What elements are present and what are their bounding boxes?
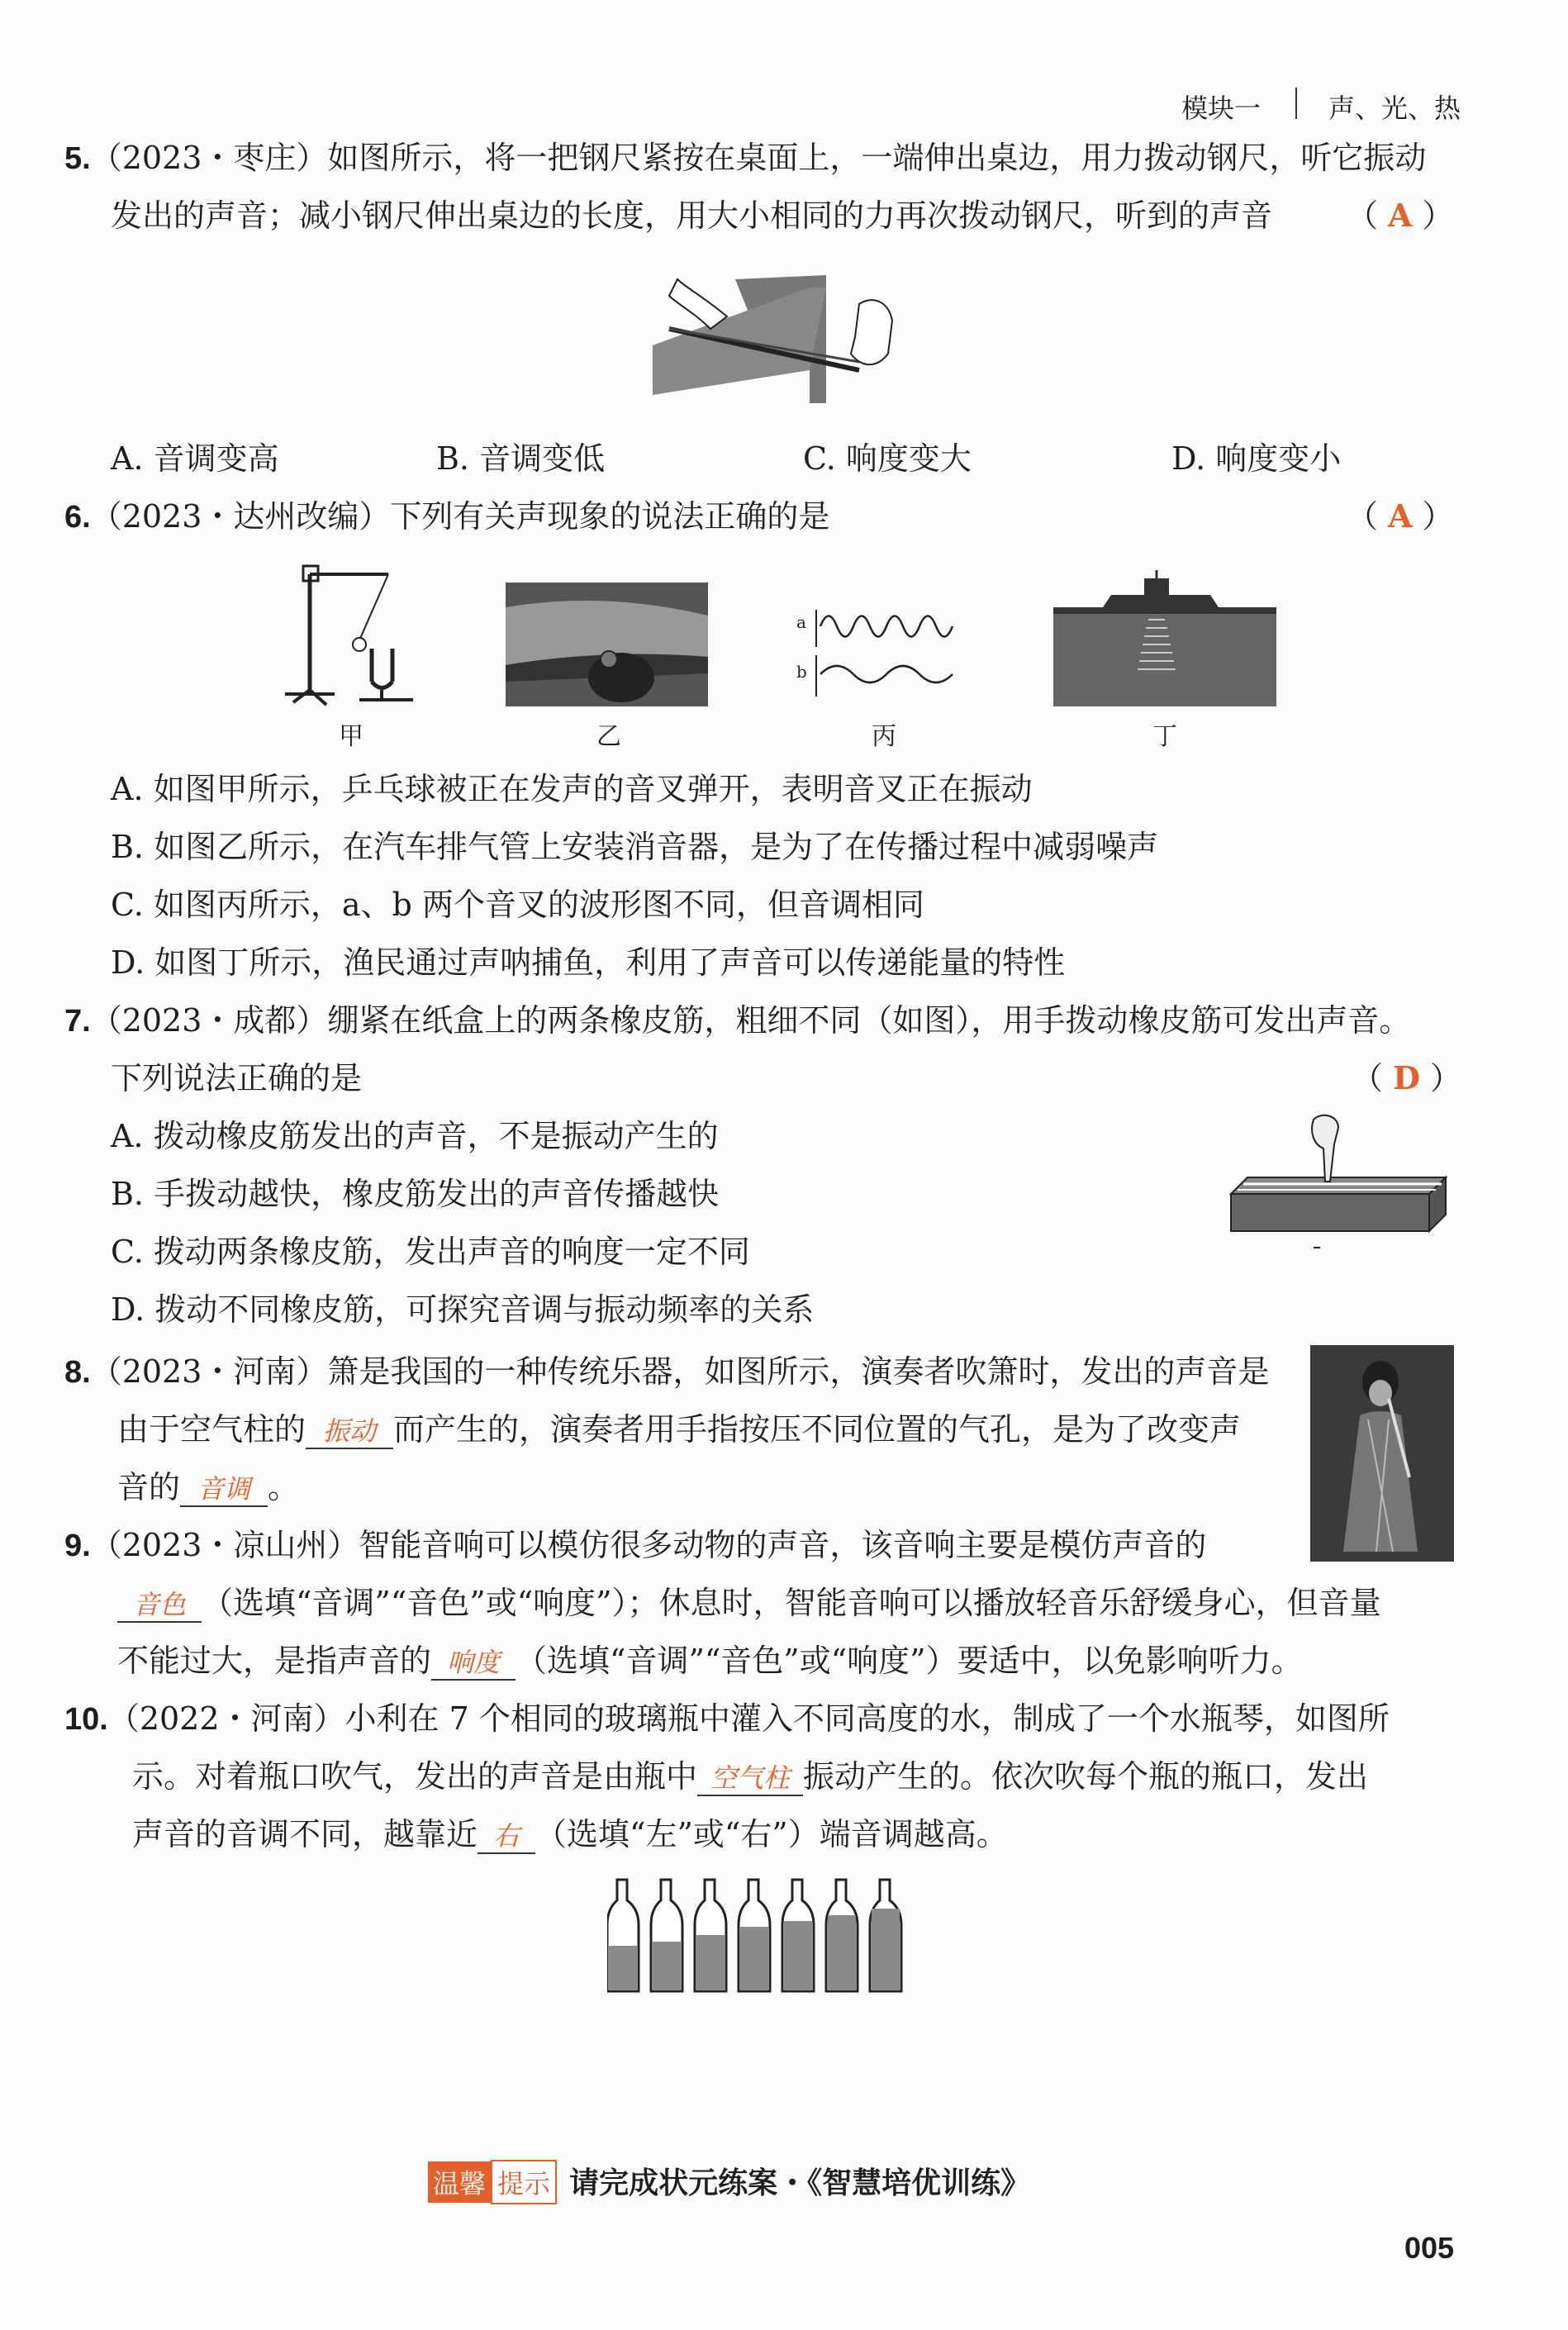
q9-line3: 不能过大，是指声音的 响度 （选填“音调”“音色”或“响度”）要适中，以免影响听力。: [117, 1643, 1303, 1679]
topic-label: 声、光、热: [1328, 93, 1461, 124]
q6-option-d: D. 如图丁所示，渔民通过声呐捕鱼，利用了声音可以传递能量的特性: [111, 944, 1066, 981]
fig-label-yi: 乙: [596, 722, 621, 751]
footer-tip: [428, 2160, 1030, 2204]
xiao-player-photo: [1310, 1345, 1454, 1562]
q7-option-b: B. 手拨动越快，橡皮筋发出的声音传播越快: [111, 1176, 720, 1212]
q6-answer: （ A ）: [1347, 497, 1454, 535]
q8-blank-1: 振动: [306, 1415, 393, 1449]
q10-blank-2: 右: [478, 1819, 535, 1854]
q5-option-d: D. 响度变小: [1171, 440, 1342, 477]
page-number: 005: [1404, 2231, 1455, 2265]
footer-tag-2: 提示: [491, 2160, 557, 2204]
q9-line2: 音色 （选填“音调”“音色”或“响度”）；休息时，智能音响可以播放轻音乐舒缓身心，但音量: [117, 1582, 1381, 1624]
q6-line1: 6.（2023・达州改编）下列有关声现象的说法正确的是: [64, 498, 830, 535]
q8-line3: 音的 音调 。: [117, 1469, 300, 1505]
waveform-figure: [791, 602, 973, 701]
q7-option-d: D. 拨动不同橡皮筋，可探究音调与振动频率的关系: [111, 1291, 815, 1328]
fig-label-jia: 甲: [339, 722, 363, 751]
fig-label-bing: 丙: [872, 722, 896, 751]
q8-blank-2: 音调: [180, 1472, 268, 1507]
q6-option-a: A. 如图甲所示，乒乓球被正在发声的音叉弹开，表明音叉正在振动: [111, 771, 1033, 807]
rubber-band-box-figure: [1223, 1111, 1450, 1256]
q5-line2: 发出的声音；减小钢尺伸出桌边的长度，用大小相同的力再次拨动钢尺，听到的声音: [111, 197, 1273, 234]
car-exhaust-figure: [506, 582, 708, 706]
water-bottles-figure: [607, 1876, 921, 2000]
sonar-figure: [1053, 570, 1276, 706]
q6-option-c: C. 如图丙所示，a、b 两个音叉的波形图不同，但音调相同: [111, 887, 924, 923]
q5-option-c: C. 响度变大: [803, 440, 972, 477]
q9-line1: 9.（2023・凉山州）智能音响可以模仿很多动物的声音，该音响主要是模仿声音的: [64, 1527, 1207, 1563]
wave-label-b: b: [796, 662, 807, 682]
q9-blank-1: 音色: [117, 1588, 202, 1623]
q6-option-b: B. 如图乙所示，在汽车排气管上安装消音器，是为了在传播过程中减弱噪声: [111, 829, 1159, 865]
q8-line1: 8.（2023・河南）箫是我国的一种传统乐器，如图所示，演奏者吹箫时，发出的声音是: [64, 1353, 1270, 1390]
wave-label-a: a: [796, 612, 806, 632]
q10-line1: 10.（2022・河南）小利在 7 个相同的玻璃瓶中灌入不同高度的水，制成了一个水瓶琴，如图所: [64, 1700, 1390, 1737]
q5-answer: （ A ）: [1347, 197, 1454, 234]
tuning-fork-figure: [277, 558, 425, 706]
fig-label-ding: 丁: [1152, 722, 1177, 751]
q7-option-a: A. 拨动橡皮筋发出的声音，不是振动产生的: [111, 1118, 719, 1154]
q8-line2: 由于空气柱的 振动 而产生的，演奏者用手指按压不同位置的气孔，是为了改变声: [117, 1411, 1242, 1448]
q10-line2: 示。对着瓶口吹气，发出的声音是由瓶中 空气柱 振动产生的。依次吹每个瓶的瓶口，发出: [132, 1758, 1369, 1795]
q5-option-b: B. 音调变低: [436, 440, 606, 477]
q10-line3: 声音的音调不同，越靠近 右 （选填“左”或“右”）端音调越高。: [132, 1816, 1008, 1852]
header-divider: [1295, 88, 1297, 119]
footer-text: 请完成状元练案・《智慧培优训练》: [569, 2166, 1031, 2200]
module-label: 模块一: [1181, 93, 1262, 124]
q7-answer: （ D ）: [1352, 1059, 1461, 1096]
q5-line1: 5.（2023・枣庄）如图所示，将一把钢尺紧按在桌面上，一端伸出桌边，用力拨动钢尺，听它振动: [64, 140, 1427, 176]
q7-line2: 下列说法正确的是: [111, 1060, 363, 1096]
footer-tag-1: 温馨: [428, 2161, 491, 2203]
ruler-figure: [653, 271, 909, 403]
q7-line1: 7.（2023・成都）绷紧在纸盒上的两条橡皮筋，粗细不同（如图），用手拨动橡皮筋可发出声音。: [64, 1002, 1411, 1039]
q7-option-c: C. 拨动两条橡皮筋，发出声音的响度一定不同: [111, 1234, 750, 1270]
q10-blank-1: 空气柱: [697, 1762, 803, 1796]
q9-blank-2: 响度: [431, 1646, 516, 1681]
q5-option-a: A. 音调变高: [111, 440, 279, 477]
